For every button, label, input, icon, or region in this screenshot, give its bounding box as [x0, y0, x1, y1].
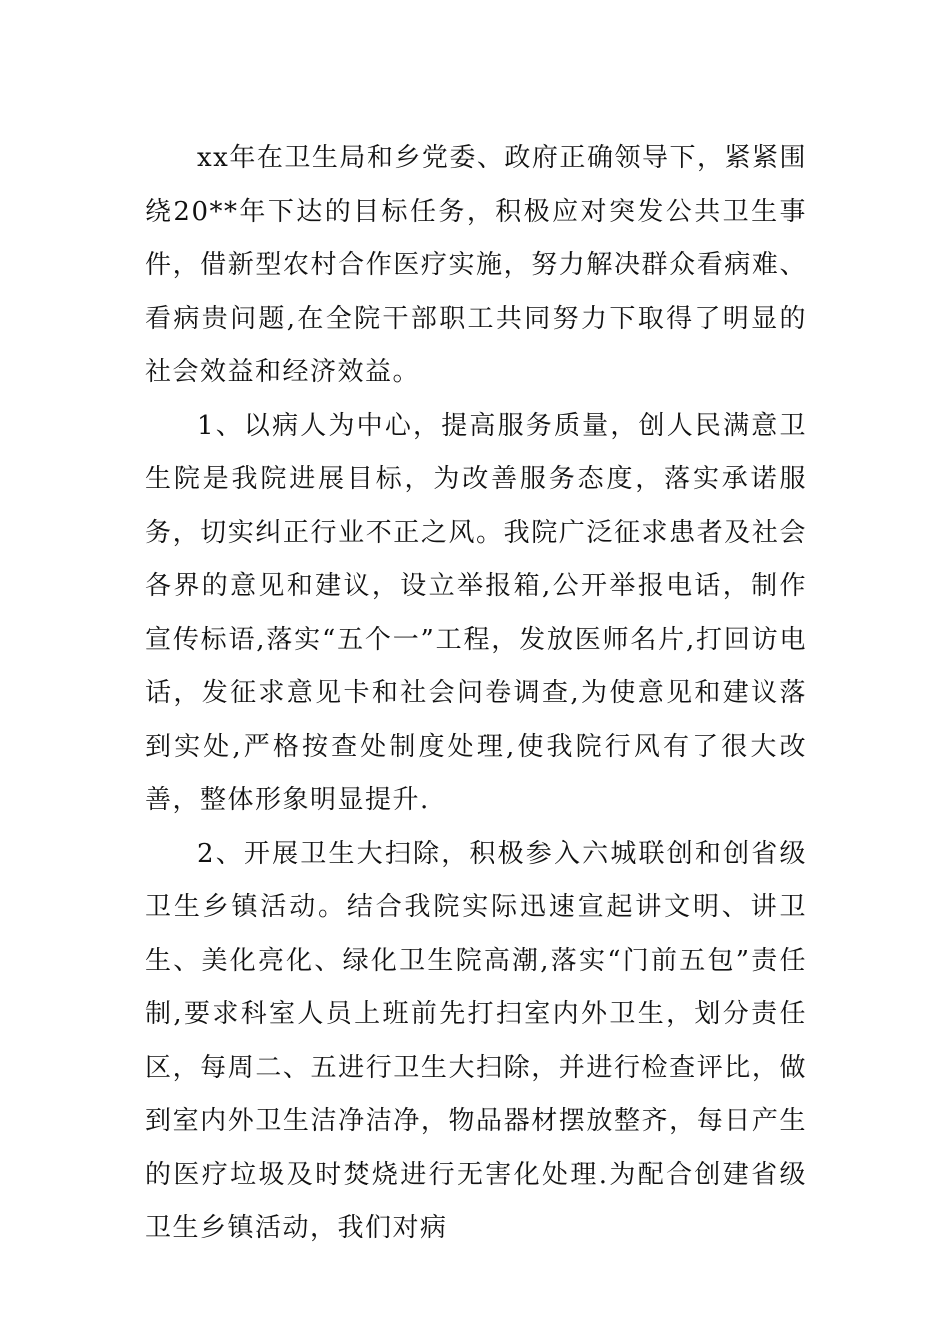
paragraph-item-1: 1、以病人为中心，提高服务质量，创人民满意卫生院是我院进展目标，为改善服务态度，落实承诺服务，切实纠正行业不正之风。我院广泛征求患者及社会各界的意见和建议，设立举报箱,公开举报电话，制作宣传标语,落实“五个一”工程，发放医师名片,打回访电话，发征求意见卡和社会问卷调查,为使意见和建议落到实处,严格按查处制度处理,使我院行风有了很大改善，整体形象明显提升. [145, 410, 807, 815]
paragraph-intro: xx年在卫生局和乡党委、政府正确领导下，紧紧围绕20**年下达的目标任务，积极应对突发公共卫生事件，借新型农村合作医疗实施，努力解决群众看病难、看病贵问题,在全院干部职工共同努力下取得了明显的社会效益和经济效益。 [145, 143, 807, 387]
paragraph-item-2: 2、开展卫生大扫除，积极参入六城联创和创省级卫生乡镇活动。结合我院实际迅速宣起讲文明、讲卫生、美化亮化、绿化卫生院高潮,落实“门前五包”责任制,要求科室人员上班前先打扫室内外卫生，划分责任区，每周二、五进行卫生大扫除，并进行检查评比，做到室内外卫生洁净洁净，物品器材摆放整齐，每日产生的医疗垃圾及时焚烧进行无害化处理.为配合创建省级卫生乡镇活动，我们对病 [145, 838, 807, 1243]
document-body [145, 132, 807, 1256]
